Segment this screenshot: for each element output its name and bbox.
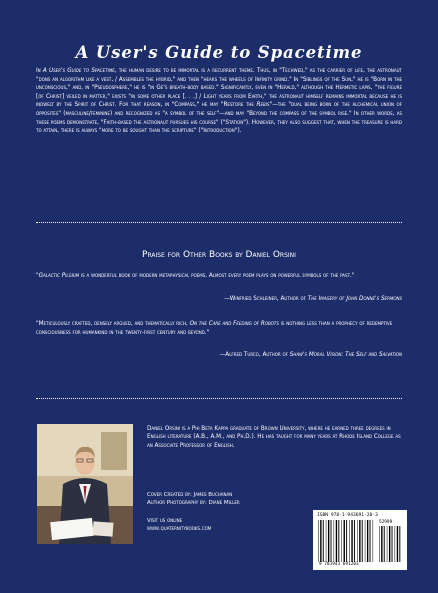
barcode-bar xyxy=(318,520,319,562)
credits xyxy=(147,491,307,507)
barcode-bar xyxy=(399,526,400,562)
barcode-bar xyxy=(320,520,321,562)
barcode-bar xyxy=(387,526,388,562)
barcode-bar xyxy=(359,520,360,562)
visit-label: Visit us online xyxy=(147,518,183,524)
isbn-number: ISBN 978-1-943691-20-3 xyxy=(317,513,378,518)
barcode-bar xyxy=(395,526,396,562)
publisher-website[interactable]: www.quaternitybooks.com xyxy=(147,526,212,533)
praise-attribution-2: —Alfred Turco, Author of Shaw's Moral Vision: The Self and Salvation xyxy=(219,352,402,358)
barcode-bar xyxy=(370,520,371,562)
barcode-bar xyxy=(397,526,398,562)
barcode-bar xyxy=(381,526,382,562)
barcode-addon xyxy=(379,526,403,562)
barcode-bar xyxy=(354,520,355,562)
praise-attribution-1: —Winfried Schleiner, Author of The Imagery of John Donne's Sermons xyxy=(224,296,402,302)
barcode-bar xyxy=(323,520,324,562)
barcode-bar xyxy=(328,520,329,562)
barcode-bar xyxy=(349,520,350,562)
isbn-barcode xyxy=(313,510,407,570)
barcode-bar xyxy=(384,526,385,562)
barcode-bar xyxy=(365,520,366,562)
barcode-bar xyxy=(338,520,339,562)
barcode-bar xyxy=(334,520,335,562)
barcode-number: 9 781943 691203 xyxy=(319,562,359,567)
praise-quote-1: "Galactic Pilgrim is a wonderful book of modern metaphysical poems. Almost every poem plays on powerful symbols of the past." xyxy=(36,273,355,279)
author-photo xyxy=(37,424,133,544)
barcode-bar xyxy=(392,526,393,562)
barcode-bar xyxy=(344,520,345,562)
price-code: 52999 xyxy=(379,520,393,525)
barcode-bar xyxy=(362,520,363,562)
divider-bottom xyxy=(36,398,402,399)
barcode-ean xyxy=(318,520,374,562)
barcode-bar xyxy=(373,520,374,562)
barcode-bar xyxy=(331,520,332,562)
author-bio: Daniel Orsini is a Phi Beta Kappa graduate of Brown University, where he earned three degrees in English literature (A.B., A.M., and Ph.D.). He has taught for many years at Rhode Island College as an Associate Professor of English. xyxy=(147,426,401,449)
barcode-bar xyxy=(336,520,337,562)
book-title: A User's Guide to Spacetime xyxy=(75,43,363,62)
barcode-bar xyxy=(346,520,347,562)
book-description: In A User's Guide to Spacetime, the human desire to be immortal is a recurrent theme. Thus, in "Techwed," as the carrier of life, the astronaut "dons an algorithm like a vest, / Assembles the hybrid," and then "hears the wheels of Infinity grind." In "Siblings of the Sun," he is "Born in the unconscious," and, in "Pseudosphere," he is "in Ge's breath-body based." Significantly, even in "Herald," although the Hermetic lapis, "the figure [of Christ] veiled in matter," exists "in some other place [. . .] / Light years from Earth," the astronaut himself remains immortal because he is indwelt by the Spirit of Christ. For that reason, in "Compass," he may "Restore the Rebis"—the "dual being born of the alchemical union of opposites" (masculine/feminine) and recognized as "a symbol of the self"—and may "Beyond the compass of the symbol rise." In other words, as these poems demonstrate, "Faith-based the astronaut pursues his course" ("Station"). However, they also suggest that, when the treasure is hard to attain, there is always "more to be sought than the scripture" ("Introduction"). xyxy=(36,68,402,135)
praise-quote-2: "Meticulously crafted, densely argued, and thematically rich, On the Care and Feeding of Robots is nothing less than a prophecy of redemptive consciousness for humankind in the twenty-first century and beyond." xyxy=(36,321,393,336)
barcode-bar xyxy=(379,526,380,562)
photo-credit: Author Photography by: Diane Miller xyxy=(147,500,240,507)
divider-top xyxy=(36,222,402,223)
barcode-bar xyxy=(389,526,390,562)
praise-heading: Praise for Other Books by Daniel Orsini xyxy=(142,250,296,260)
barcode-bar xyxy=(326,520,327,562)
barcode-bar xyxy=(357,520,358,562)
barcode-bar xyxy=(367,520,368,562)
cover-credit: Cover Created by: James Buchanan xyxy=(147,492,233,498)
barcode-bar xyxy=(351,520,352,562)
publisher-info xyxy=(147,517,307,533)
barcode-bar xyxy=(341,520,342,562)
